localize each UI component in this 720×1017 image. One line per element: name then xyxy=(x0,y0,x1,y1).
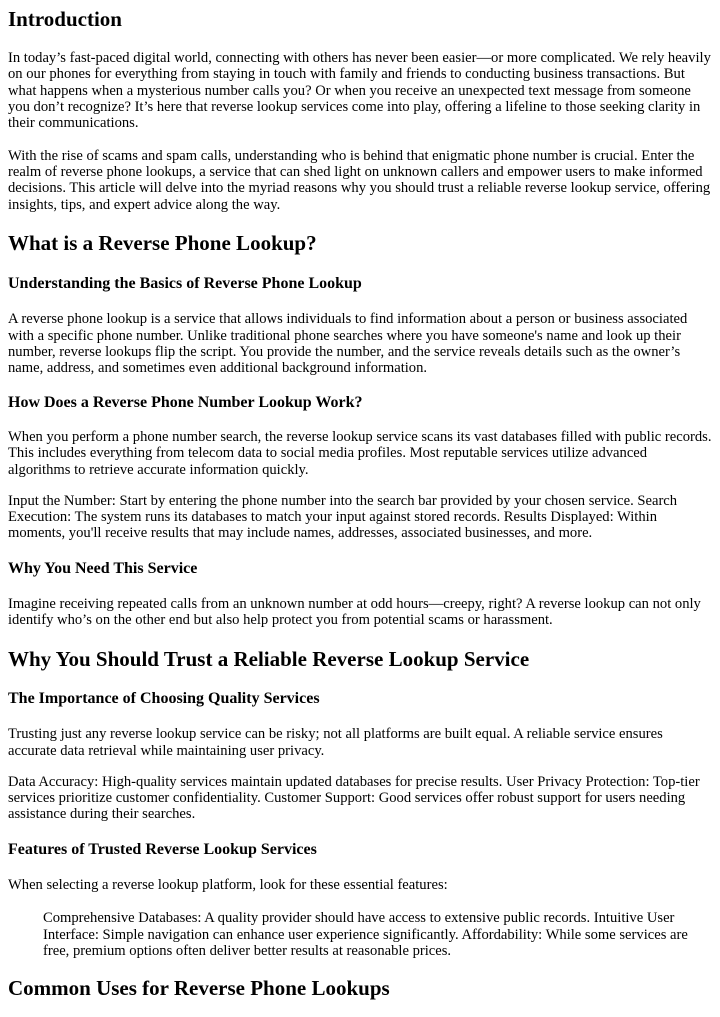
features-blockquote: Comprehensive Databases: A quality provider should have access to extensive public records. Intuitive User Interface: Simple navigation can enhance user experience significantly. Affordability: While some services are free, premium options often deliver better results at reasonable prices. xyxy=(43,910,688,959)
subheading-how-it-works: How Does a Reverse Phone Number Lookup Work? xyxy=(8,393,363,411)
intro-paragraph-2: With the rise of scams and spam calls, understanding who is behind that enigmatic phone number is crucial. Enter the realm of reverse phone lookups, a service that can shed light on unknown callers and empower users to make informed decisions. This article will delve into the myriad reasons why you should trust a reliable reverse lookup service, offering insights, tips, and expert advice along the way. xyxy=(8,147,711,213)
how-it-works-paragraph-2: Input the Number: Start by entering the phone number into the search bar provided by your chosen service. Search Execution: The system runs its databases to match your input against stored records. Results Displayed: Within moments, you'll receive results that may include names, addresses, associated businesses, and more. xyxy=(8,492,678,542)
subheading-basics: Understanding the Basics of Reverse Phone Lookup xyxy=(8,274,362,292)
basics-paragraph: A reverse phone lookup is a service that allows individuals to find information about a person or business associated with a specific phone number. Unlike traditional phone searches where you have someone's name and look up their number, reverse lookups flip the script. You provide the number, and the service reveals details such as the owner’s name, address, and sometimes even additional background information. xyxy=(8,311,688,377)
heading-why-trust: Why You Should Trust a Reliable Reverse Lookup Service xyxy=(8,646,530,671)
intro-paragraph-1: In today’s fast-paced digital world, connecting with others has never been easier—or more complicated. We rely heavily on our phones for everything from staying in touch with family and friends to conducting business transactions. But what happens when a mysterious number calls you? Or when you receive an unexpected text message from someone you don’t recognize? It’s here that reverse lookup services come into play, offering a lifeline to those seeking clarity in their communications. xyxy=(8,50,711,132)
importance-paragraph-1: Trusting just any reverse lookup service can be risky; not all platforms are built equal. A reliable service ensures accurate data retrieval while maintaining user privacy. xyxy=(8,726,663,759)
why-need-paragraph: Imagine receiving repeated calls from an unknown number at odd hours—creepy, right? A reverse lookup can not only identify who’s on the other end but also help protect you from potential scams or harassment. xyxy=(8,596,701,629)
subheading-importance: The Importance of Choosing Quality Services xyxy=(8,689,320,707)
subheading-why-need: Why You Need This Service xyxy=(8,559,198,577)
importance-paragraph-2: Data Accuracy: High-quality services maintain updated databases for precise results. User Privacy Protection: Top-tier services prioritize customer confidentiality. Customer Support: Good services offer robust support for users needing assistance during their searches. xyxy=(8,773,700,823)
heading-introduction: Introduction xyxy=(8,7,122,31)
how-it-works-paragraph-1: When you perform a phone number search, the reverse lookup service scans its vast databases filled with public records. This includes everything from telecom data to social media profiles. Most reputable services utilize advanced algorithms to retrieve accurate information quickly. xyxy=(8,428,712,478)
heading-what-is-reverse-lookup: What is a Reverse Phone Lookup? xyxy=(8,230,317,255)
features-paragraph: When selecting a reverse lookup platform, look for these essential features: xyxy=(8,877,448,894)
heading-common-uses: Common Uses for Reverse Phone Lookups xyxy=(8,976,390,1001)
subheading-features: Features of Trusted Reverse Lookup Services xyxy=(8,840,317,858)
